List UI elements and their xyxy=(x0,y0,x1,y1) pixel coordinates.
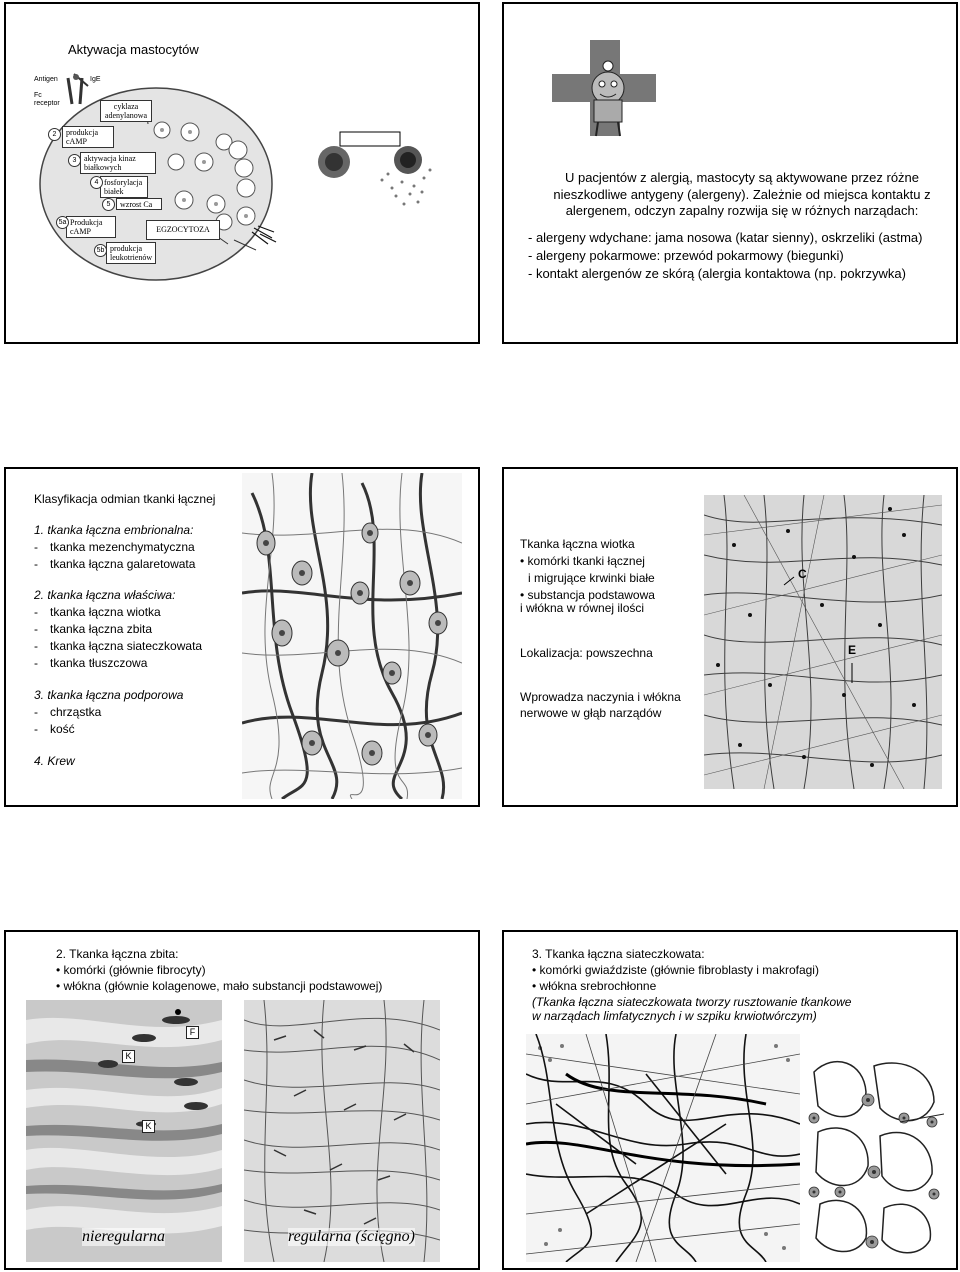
slide-loose-connective-tissue xyxy=(502,467,958,807)
loose-tissue-micrograph xyxy=(704,495,942,789)
caption-irregular: nieregularna xyxy=(82,1228,165,1245)
fiber-label-c: C xyxy=(798,567,807,581)
phosphorylation-box: fosforylacja białek xyxy=(100,176,148,198)
dash: - xyxy=(34,656,38,670)
allergen-item-inhaled: - alergeny wdychane: jama nosowa (katar sienny), oskrzeliki (astma) xyxy=(528,230,923,245)
allergen-item-food: - alergeny pokarmowe: przewód pokarmowy (biegunki) xyxy=(528,248,844,263)
regular-dense-tissue-micrograph xyxy=(244,1000,440,1262)
bullet-cells: • komórki (głównie fibrocyty) xyxy=(56,963,206,977)
slide-title: 2. Tkanka łączna zbita: xyxy=(56,947,179,961)
reticular-cells-drawing xyxy=(804,1052,944,1262)
ige-label: IgE xyxy=(90,76,101,83)
mascot-graphic xyxy=(548,40,660,140)
step-5b-marker: 5b xyxy=(94,244,107,257)
fc-label: Fc xyxy=(34,92,42,99)
camp-production-box-2: Produkcja cAMP xyxy=(66,216,116,238)
tissue-drawing-graphic xyxy=(242,473,462,799)
allergen-item-skin: - kontakt alergenów ze skórą (alergia kontaktowa (np. pokrzywka) xyxy=(528,266,906,281)
dash: - xyxy=(34,705,38,719)
bullet-cells: • komórki tkanki łącznej xyxy=(520,554,645,568)
group-3-item: kość xyxy=(50,722,75,736)
fiber-label-e: E xyxy=(848,643,857,657)
dash: - xyxy=(34,722,38,736)
slide-allergy xyxy=(502,2,958,344)
exocytosis-box: EGZOCYTOZA xyxy=(146,220,220,240)
regular-micrograph-graphic xyxy=(244,1000,440,1262)
slide-title: 3. Tkanka łączna siateczkowata: xyxy=(532,947,705,961)
bullet-ground-substance-cont: i włókna w równej ilości xyxy=(520,601,645,615)
note-line-1: (Tkanka łączna siateczkowata tworzy rusztowanie tkankowe xyxy=(532,995,852,1009)
slide-dense-connective-tissue xyxy=(4,930,480,1270)
collagen-tag-2: K xyxy=(142,1120,155,1133)
step-4-marker: 4 xyxy=(90,176,103,189)
note-line-2: w narządach limfatycznych i w szpiku krwiotwórczym) xyxy=(532,1009,817,1023)
group-3-heading: 3. tkanka łączna podporowa xyxy=(34,688,184,702)
leukotriene-production-box: produkcja leukotrienów xyxy=(106,242,156,264)
dash: - xyxy=(34,540,38,554)
caption-regular: regularna (ścięgno) xyxy=(288,1228,415,1245)
dash: - xyxy=(34,639,38,653)
slide-mast-cell-activation xyxy=(4,2,480,344)
slide-reticular-connective-tissue xyxy=(502,930,958,1270)
step-3-marker: 3 xyxy=(68,154,81,167)
dash: - xyxy=(34,557,38,571)
step-5-marker: 5 xyxy=(102,198,115,211)
micrograph-graphic xyxy=(704,495,942,789)
bullet-ground-substance: • substancja podstawowa xyxy=(520,588,655,602)
kinase-activation-box: aktywacja kinaz białkowych xyxy=(80,152,156,174)
reticular-drawing-graphic xyxy=(804,1052,944,1262)
degranulation-micrographs-illustration xyxy=(306,130,446,210)
medical-mascot-illustration xyxy=(548,40,660,140)
allergy-intro-text: U pacjentów z alergią, mastocyty są aktywowane przez różne nieszkodliwe antygeny (alergeny). Zależnie od miejsca kontaktu z alergenem, odczyn zapalny rozwija się w różnych narządach: xyxy=(553,170,931,218)
step-2-marker: 2 xyxy=(48,128,61,141)
step-5a-marker: 5a xyxy=(56,216,69,229)
camp-production-box: produkcja cAMP xyxy=(62,126,114,148)
group-4-heading: 4. Krew xyxy=(34,754,75,768)
bullet-fibers: • włókna srebrochłonne xyxy=(532,979,657,993)
group-1-item: tkanka łączna galaretowata xyxy=(50,557,196,571)
reticular-silver-stain-micrograph xyxy=(526,1034,800,1262)
localization-text: Lokalizacja: powszechna xyxy=(520,646,653,660)
group-2-item: tkanka łączna wiotka xyxy=(50,605,161,619)
loose-connective-tissue-drawing xyxy=(242,473,462,799)
group-3-item: chrząstka xyxy=(50,705,102,719)
dash: - xyxy=(34,622,38,636)
irregular-micrograph-graphic xyxy=(26,1000,222,1262)
irregular-dense-tissue-micrograph xyxy=(26,1000,222,1262)
slide-tissue-classification xyxy=(4,467,480,807)
group-2-heading: 2. tkanka łączna właściwa: xyxy=(34,588,176,602)
note-line-1: Wprowadza naczynia i włókna xyxy=(520,690,681,704)
group-1-item: tkanka mezenchymatyczna xyxy=(50,540,195,554)
mast-cell-diagram xyxy=(28,72,278,284)
collagen-tag-1: K xyxy=(122,1050,135,1063)
fibrocyte-tag: F xyxy=(186,1026,199,1039)
group-2-item: tkanka łączna siateczkowata xyxy=(50,639,203,653)
slide-title: Klasyfikacja odmian tkanki łącznej xyxy=(34,492,216,506)
dash: - xyxy=(34,605,38,619)
receptor-label: receptor xyxy=(34,100,60,107)
group-2-item: tkanka łączna zbita xyxy=(50,622,153,636)
reticular-micrograph-graphic xyxy=(526,1034,800,1262)
antigen-label: Antigen xyxy=(34,76,58,83)
slide-title: Aktywacja mastocytów xyxy=(68,42,199,57)
degranulation-micrographs xyxy=(306,130,446,210)
group-2-item: tkanka tłuszczowa xyxy=(50,656,148,670)
adenylate-cyclase-box: cyklaza adenylanowa xyxy=(100,100,152,122)
bullet-cells-cont: i migrujące krwinki białe xyxy=(528,571,655,585)
note-line-2: nerwowe w głąb narządów xyxy=(520,706,662,720)
slide-heading: Tkanka łączna wiotka xyxy=(520,537,635,551)
calcium-increase-box: wzrost Ca xyxy=(116,198,162,210)
bullet-cells: • komórki gwiaździste (głównie fibroblasty i makrofagi) xyxy=(532,963,819,977)
bullet-fibers: • włókna (głównie kolagenowe, mało substancji podstawowej) xyxy=(56,979,383,993)
group-1-heading: 1. tkanka łączna embrionalna: xyxy=(34,523,194,537)
